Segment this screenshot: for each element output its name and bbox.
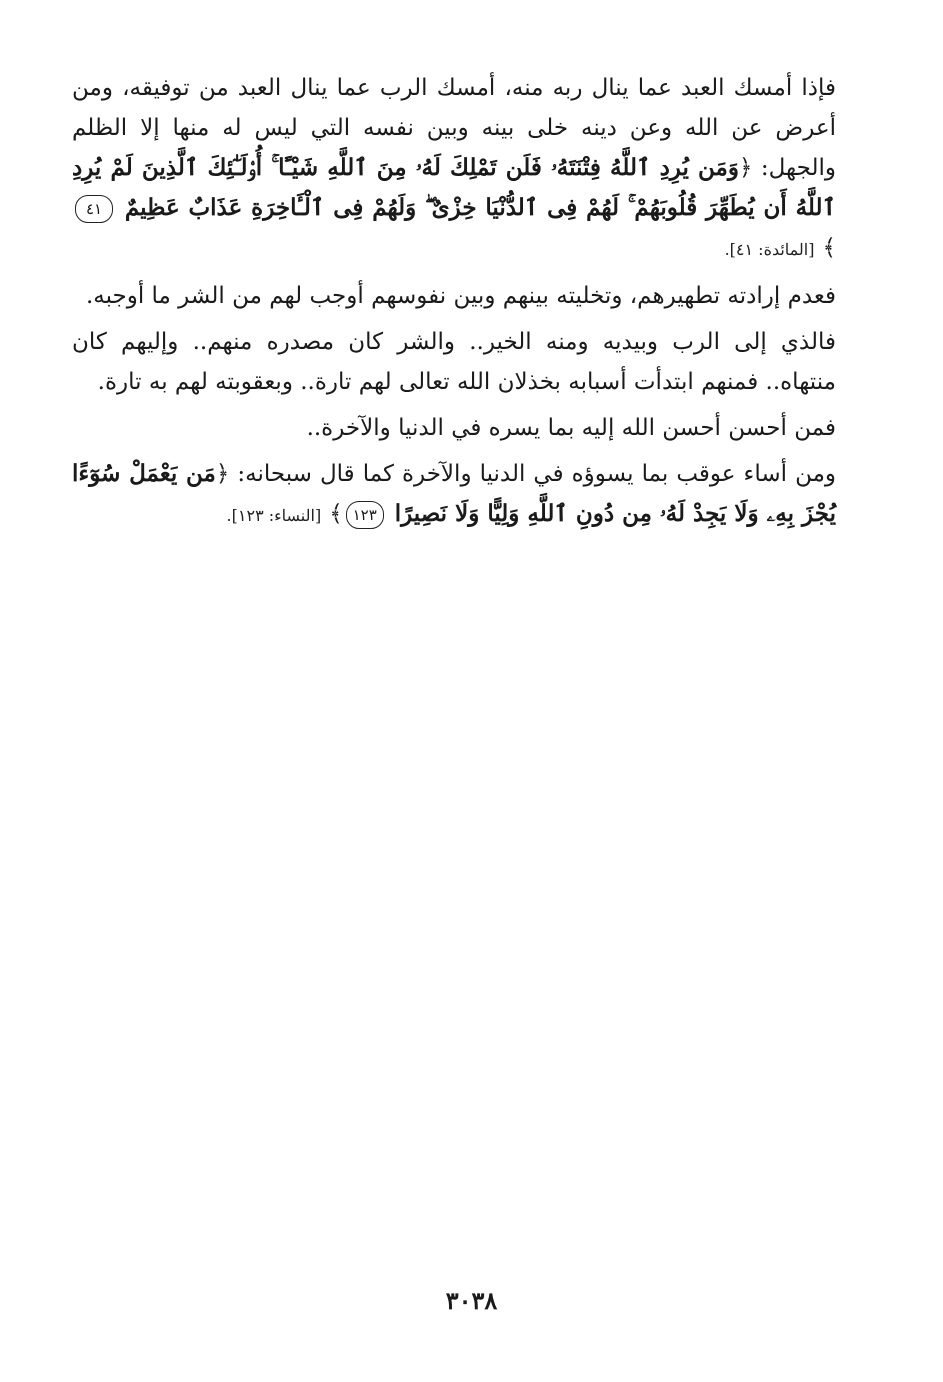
verse-number-marker: ١٢٣ — [346, 501, 384, 529]
quran-open-bracket: ﴿ — [738, 155, 753, 181]
paragraph-5 — [72, 454, 836, 536]
paragraph-4-text: فمن أحسن أحسن الله إليه بما يسره في الدنيا والآخرة.. — [306, 415, 836, 441]
surah-reference: [المائدة: ٤١]. — [724, 240, 815, 259]
page-number: ٣٠٣٨ — [445, 1286, 498, 1315]
paragraph-1-text: فإذا أمسك العبد عما ينال ربه منه، أمسك الرب عما ينال العبد من توفيقه، ومن أعرض عن الله وعن دينه خلى بينه وبين نفسه التي ليس له منها إلا الظلم والجهل: — [72, 75, 836, 181]
page-body — [72, 68, 836, 542]
quran-verse-text: وَمَن يُرِدِ ٱللَّهُ فِتْنَتَهُۥ فَلَن تَمْلِكَ لَهُۥ مِنَ ٱللَّهِ شَيْـًٔا ۚ أُو۟لَـٰٓئِكَ ٱلَّذِينَ لَمْ يُرِدِ ٱللَّهُ أَن يُطَهِّرَ قُلُوبَهُمْ ۚ لَهُمْ فِى ٱلدُّنْيَا خِزْىٌ ۖ وَلَهُمْ فِى ٱلْـَٔاخِرَةِ عَذَابٌ عَظِيمٌ — [72, 154, 836, 221]
quran-close-bracket: ﴾ — [822, 235, 836, 261]
surah-reference: [النساء: ١٢٣]. — [226, 506, 322, 525]
paragraph-2-text: فعدم إرادته تطهيرهم، وتخليته بينهم وبين نفوسهم أوجب لهم من الشر ما أوجبه. — [85, 283, 836, 309]
quran-close-bracket: ﴾ — [329, 501, 343, 527]
quran-open-bracket: ﴿ — [215, 461, 230, 487]
paragraph-3-text: فالذي إلى الرب وبيديه ومنه الخير.. والشر كان مصدره منهم.. وإليهم كان منتهاه.. فمنهم ابتدأت أسبابه بخذلان الله تعالى لهم تارة.. وبعقوبته لهم به تارة. — [72, 329, 836, 395]
paragraph-4 — [72, 408, 836, 448]
paragraph-5-text: ومن أساء عوقب بما يسوؤه في الدنيا والآخرة كما قال سبحانه: — [237, 461, 837, 487]
paragraph-2 — [72, 276, 836, 316]
paragraph-3 — [72, 322, 836, 402]
quran-quote-1 — [72, 154, 836, 261]
quran-verse-text: مَن يَعْمَلْ سُوٓءًا يُجْزَ بِهِۦ وَلَا يَجِدْ لَهُۥ مِن دُونِ ٱللَّهِ وَلِيًّا وَلَا نَصِيرًا — [72, 460, 836, 527]
verse-number-marker: ٤١ — [75, 195, 113, 223]
paragraph-1 — [72, 68, 836, 270]
